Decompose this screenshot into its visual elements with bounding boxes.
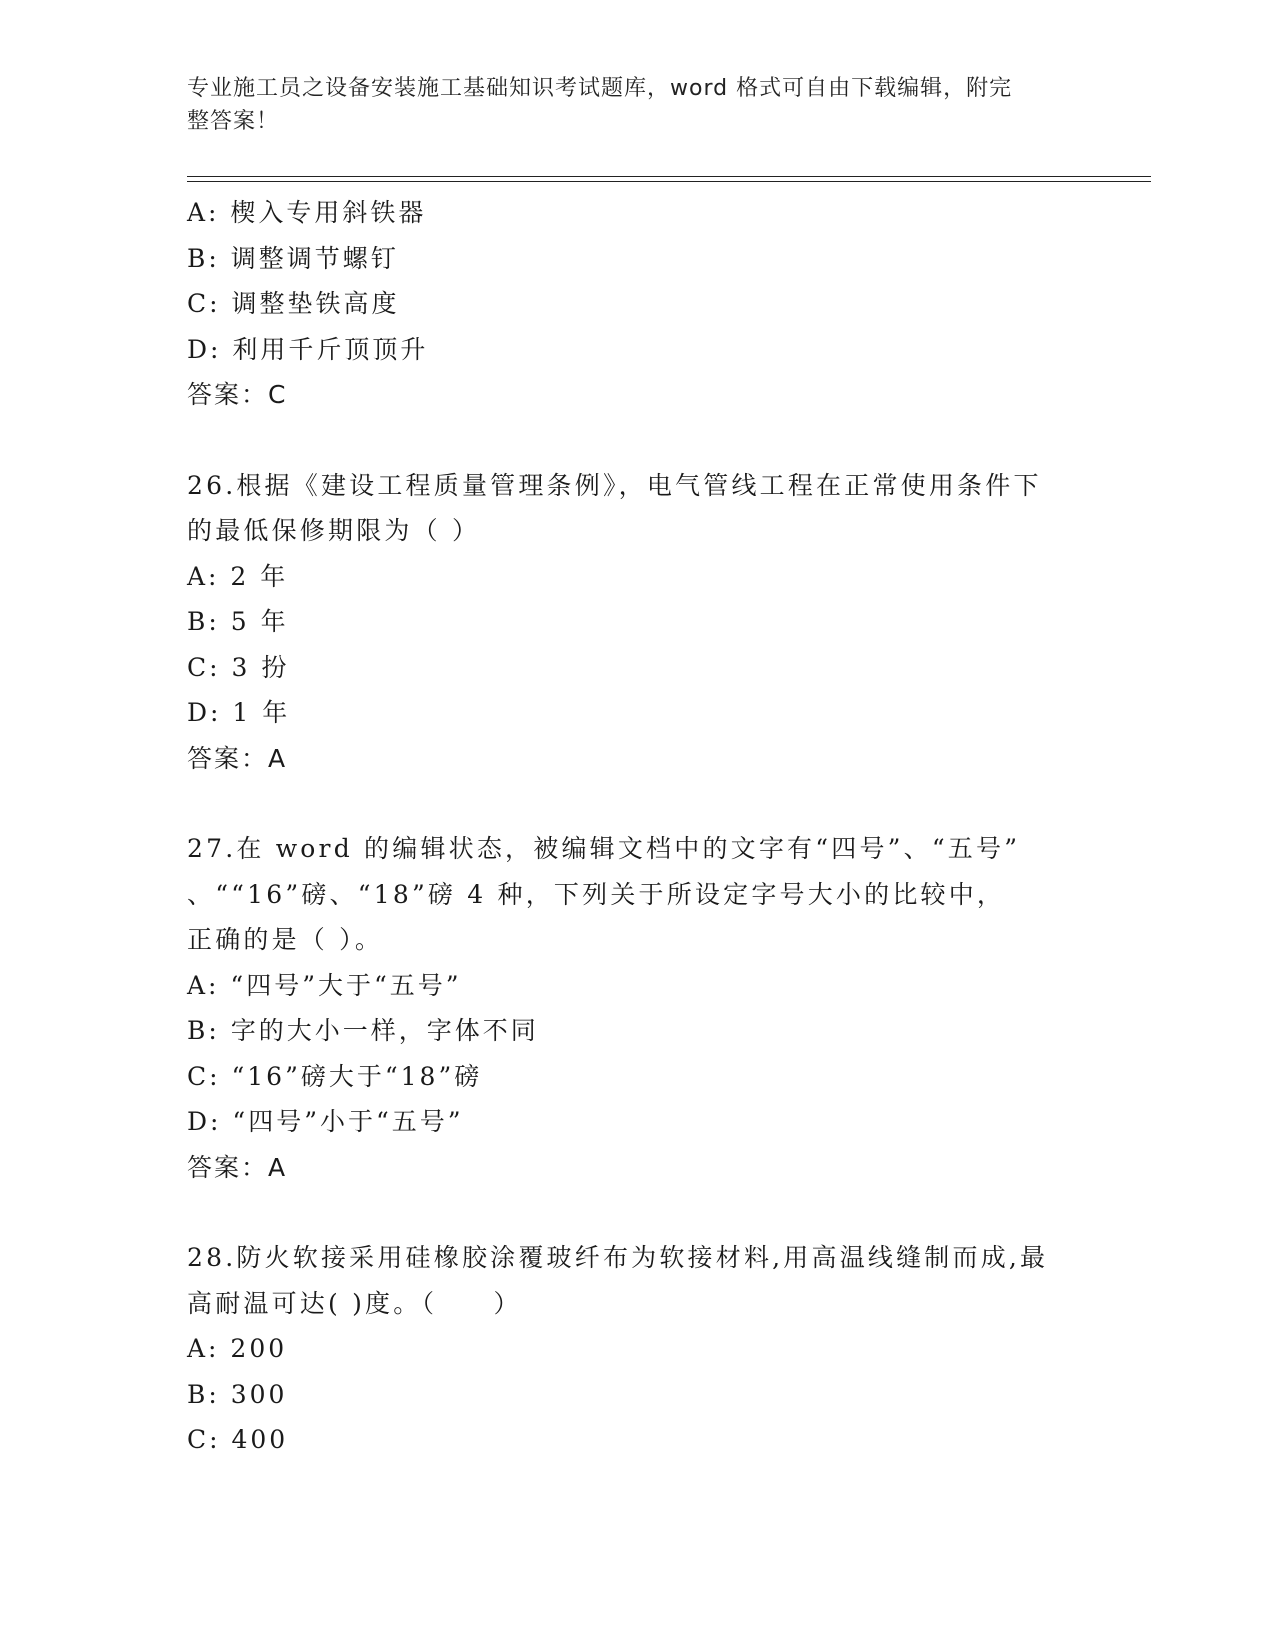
question-stem — [187, 463, 1107, 554]
option-c: C: “16”磅大于“18”磅 — [187, 1061, 483, 1091]
option-a: A: 200 — [187, 1334, 288, 1363]
stem-line-1: 27.在 word 的编辑状态，被编辑文档中的文字有“四号”、“五号” — [187, 834, 1021, 863]
stem-line-2: 的最低保修期限为（ ） — [187, 516, 481, 545]
question-stem — [187, 1235, 1107, 1326]
header-divider-bottom — [187, 181, 1151, 182]
question-25 — [187, 190, 1107, 418]
option-a: A: 楔入专用斜铁器 — [187, 198, 427, 227]
document-header — [187, 72, 1067, 138]
stem-line-1: 26.根据《建设工程质量管理条例》，电气管线工程在正常使用条件下 — [187, 470, 1042, 500]
stem-line-3: 正确的是（ ）。 — [187, 925, 384, 954]
option-c: C: 调整垫铁高度 — [187, 289, 400, 318]
header-line-2: 整答案！ — [187, 109, 280, 134]
option-c: C: 3 扮 — [187, 652, 290, 682]
option-b: B: 调整调节螺钉 — [187, 243, 399, 273]
option-d: D: 1 年 — [187, 698, 291, 727]
question-list — [187, 190, 1107, 1463]
stem-line-2: 、““16”磅、“18”磅 4 种，下列关于所设定字号大小的比较中， — [187, 879, 1006, 909]
question-spacer — [187, 781, 1107, 826]
option-b: B: 5 年 — [187, 607, 289, 636]
header-divider-top — [187, 176, 1151, 177]
option-d: D: “四号”小于“五号” — [187, 1107, 464, 1136]
answer-line: 答案：C — [187, 380, 288, 409]
question-28 — [187, 1235, 1107, 1463]
answer-line: 答案：A — [187, 743, 288, 773]
question-spacer — [187, 1190, 1107, 1235]
option-a: A: 2 年 — [187, 561, 289, 591]
option-c: C: 400 — [187, 1425, 289, 1454]
stem-line-1: 28.防火软接采用硅橡胶涂覆玻纤布为软接材料,用高温线缝制而成,最 — [187, 1243, 1049, 1272]
option-b: B: 字的大小一样，字体不同 — [187, 1016, 539, 1045]
question-spacer — [187, 418, 1107, 463]
question-26 — [187, 463, 1107, 782]
option-b: B: 300 — [187, 1379, 288, 1409]
option-a: A: “四号”大于“五号” — [187, 970, 462, 1000]
header-line-1: 专业施工员之设备安装施工基础知识考试题库，word 格式可自由下载编辑，附完 — [187, 76, 1013, 101]
answer-line: 答案：A — [187, 1152, 288, 1182]
question-stem — [187, 826, 1107, 963]
option-d: D: 利用千斤顶顶升 — [187, 334, 429, 364]
stem-line-2: 高耐温可达( )度。（ ） — [187, 1288, 522, 1318]
question-27 — [187, 826, 1107, 1190]
